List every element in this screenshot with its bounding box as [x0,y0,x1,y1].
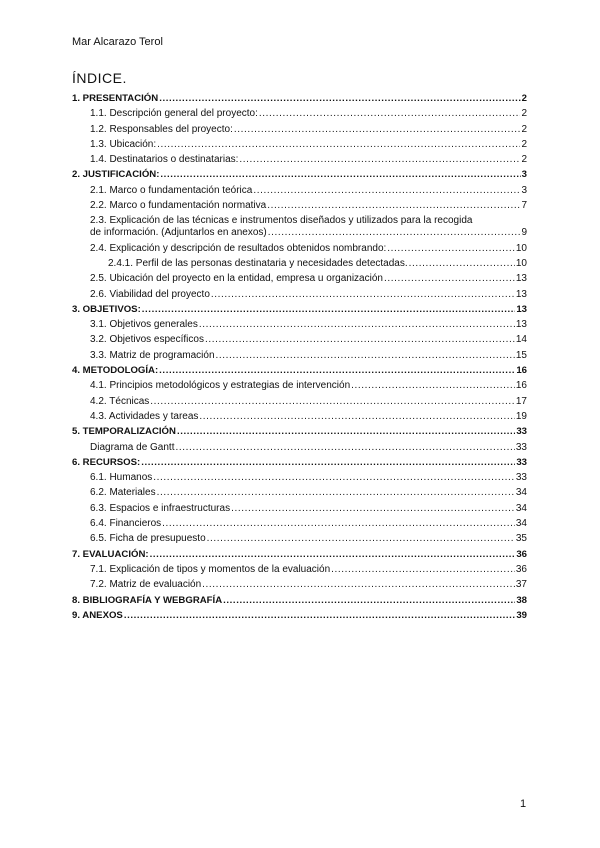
toc-entry[interactable] [72,200,527,215]
toc-leader-dots [259,108,521,119]
toc-entry-label: 5. TEMPORALIZACIÓN [72,426,176,438]
toc-leader-dots [176,442,515,453]
toc-entry-label: 2.2. Marco o fundamentación normativa [90,200,267,212]
toc-entry-label: 2.4. Explicación y descripción de resultados obtenidos nombrando: [90,242,387,254]
toc-entry-page: 36 [515,563,527,575]
toc-entry-continuation [90,227,527,242]
toc-entry[interactable] [72,411,527,426]
toc-entry-label: 1.4. Destinatarios o destinatarias: [90,154,239,166]
toc-leader-dots [239,154,520,165]
toc-entry-page: 2 [521,154,527,166]
toc-leader-dots [216,350,515,361]
toc-leader-dots [157,487,515,498]
toc-leader-dots [162,518,515,529]
toc-entry-label: 7.2. Matriz de evaluación [90,579,202,591]
toc-leader-dots [205,334,515,345]
toc-entry-label: 6.2. Materiales [90,487,156,499]
toc-entry[interactable] [72,215,527,242]
toc-entry-label: 7.1. Explicación de tipos y momentos de la evaluación [90,563,331,575]
toc-entry-page: 37 [515,579,527,591]
toc-leader-dots [253,185,520,196]
toc-leader-dots [268,227,521,238]
toc-entry[interactable] [72,549,527,564]
toc-entry-page: 34 [515,502,527,514]
toc-entry[interactable] [72,487,527,502]
toc-entry-label: 3. OBJETIVOS: [72,303,141,315]
toc-entry-page: 7 [521,200,527,212]
toc-entry[interactable] [72,334,527,349]
toc-entry-label: 2.5. Ubicación del proyecto en la entidad, empresa u organización [90,273,383,285]
page-title: ÍNDICE. [72,70,127,86]
toc-entry-page: 16 [515,380,527,392]
toc-entry-page: 3 [521,184,527,196]
toc-entry-label: 1.2. Responsables del proyecto: [90,123,233,135]
toc-entry-label: 6.1. Humanos [90,472,153,484]
toc-entry[interactable] [72,518,527,533]
toc-leader-dots [384,273,515,284]
toc-entry-label: 2.3. Explicación de las técnicas e instrumentos diseñados y utilizados para la recogida [90,215,473,227]
toc-entry-label: 8. BIBLIOGRAFÍA Y WEBGRAFÍA [72,594,223,606]
toc-entry-page: 35 [515,533,527,545]
toc-entry[interactable] [72,319,527,334]
toc-entry[interactable] [72,380,527,395]
toc-entry-page: 38 [516,594,527,606]
toc-entry-page: 13 [515,273,527,285]
toc-entry-label: 2. JUSTIFICACIÓN: [72,169,160,181]
toc-entry-page: 34 [515,518,527,530]
toc-entry-page: 19 [515,410,527,422]
toc-entry[interactable] [72,595,527,610]
toc-entry-page: 34 [515,487,527,499]
toc-entry[interactable] [72,258,527,273]
toc-entry[interactable] [72,154,527,169]
page-header-author: Mar Alcarazo Terol [72,36,163,48]
toc-leader-dots [141,457,515,468]
toc-entry[interactable] [72,564,527,579]
toc-leader-dots [177,426,515,437]
toc-leader-dots [409,258,515,269]
toc-leader-dots [231,503,515,514]
toc-leader-dots [223,595,515,606]
toc-entry[interactable] [72,273,527,288]
toc-entry-page: 13 [515,288,527,300]
toc-entry[interactable] [72,396,527,411]
toc-leader-dots [159,365,515,376]
toc-entry-label: 1. PRESENTACIÓN [72,93,159,104]
toc-leader-dots [150,549,516,560]
toc-entry-label: 3.1. Objetivos generales [90,319,198,331]
toc-entry[interactable] [72,426,527,441]
toc-entry-page: 33 [515,472,527,484]
toc-entry-label: 6. RECURSOS: [72,456,141,468]
toc-entry[interactable] [72,350,527,365]
toc-entry-page: 2 [521,123,527,135]
toc-entry[interactable] [72,457,527,472]
toc-leader-dots [211,289,515,300]
toc-entry-page: 3 [521,169,527,181]
toc-leader-dots [202,579,515,590]
toc-entry-page: 39 [516,609,527,621]
toc-entry-label: 4.3. Actividades y tareas [90,410,199,422]
toc-entry-page: 33 [516,456,527,468]
toc-entry[interactable] [72,185,527,200]
toc-entry-page: 9 [521,227,527,239]
toc-leader-dots [150,396,515,407]
toc-entry-page: 15 [515,349,527,361]
toc-entry-page: 2 [521,108,527,120]
toc-leader-dots [351,380,515,391]
toc-entry-label: 4.2. Técnicas [90,395,150,407]
toc-entry-label: 3.3. Matriz de programación [90,349,215,361]
toc-entry-page: 10 [515,242,527,254]
toc-entry-label: 6.5. Ficha de presupuesto [90,533,206,545]
toc-entry[interactable] [72,304,527,319]
toc-entry-page: 13 [515,319,527,331]
toc-entry-label: 9. ANEXOS [72,609,123,621]
toc-entry[interactable] [72,93,527,108]
toc-leader-dots [159,93,520,104]
toc-leader-dots [157,139,520,150]
toc-entry[interactable] [72,124,527,139]
toc-entry-page: 2 [521,93,527,104]
toc-entry-label: 2.4.1. Perfil de las personas destinataria y necesidades detectadas. [108,257,408,269]
toc-entry[interactable] [72,139,527,154]
toc-entry-label: 6.4. Financieros [90,518,162,530]
toc-entry-page: 33 [516,426,527,438]
toc-entry[interactable] [72,243,527,258]
toc-entry-label: 1.1. Descripción general del proyecto: [90,108,258,120]
toc-entry-page: 33 [515,441,527,453]
toc-leader-dots [124,610,516,621]
toc-leader-dots [267,200,520,211]
toc-leader-dots [387,243,515,254]
toc-entry-page: 13 [516,303,527,315]
toc-entry-label: 4.1. Principios metodológicos y estrategias de intervención [90,380,351,392]
toc-entry-label: 2.1. Marco o fundamentación teórica [90,184,253,196]
toc-entry-page: 17 [515,395,527,407]
toc-leader-dots [153,472,515,483]
toc-entry-page: 10 [515,257,527,269]
toc-entry[interactable] [72,533,527,548]
table-of-contents [72,93,527,625]
toc-entry[interactable] [72,610,527,625]
toc-leader-dots [331,564,515,575]
toc-entry-label: 3.2. Objetivos específicos [90,334,204,346]
toc-entry[interactable] [72,472,527,487]
toc-entry-label: 6.3. Espacios e infraestructuras [90,502,231,514]
toc-entry-page: 16 [516,365,527,377]
toc-entry-label: 4. METODOLOGÍA: [72,365,159,377]
toc-entry-label: 2.6. Viabilidad del proyecto [90,288,210,300]
toc-entry-label: Diagrama de Gantt [90,441,175,453]
toc-entry[interactable] [72,579,527,594]
toc-entry-label-continued: de información. (Adjuntarlos en anexos) [90,227,267,239]
toc-entry-page: 2 [521,138,527,150]
toc-entry[interactable] [72,442,527,457]
toc-entry-label: 1.3. Ubicación: [90,138,157,150]
page-number: 1 [520,798,527,810]
toc-leader-dots [199,319,515,330]
toc-leader-dots [207,533,515,544]
toc-entry[interactable] [72,365,527,380]
toc-entry[interactable] [72,289,527,304]
toc-entry-label: 7. EVALUACIÓN: [72,548,149,560]
toc-entry[interactable] [72,503,527,518]
toc-leader-dots [160,169,520,180]
toc-entry-page: 36 [516,548,527,560]
toc-leader-dots [199,411,514,422]
toc-leader-dots [142,304,516,315]
toc-entry[interactable] [72,169,527,184]
toc-entry[interactable] [72,108,527,123]
toc-leader-dots [234,124,521,135]
toc-entry-page: 14 [515,334,527,346]
